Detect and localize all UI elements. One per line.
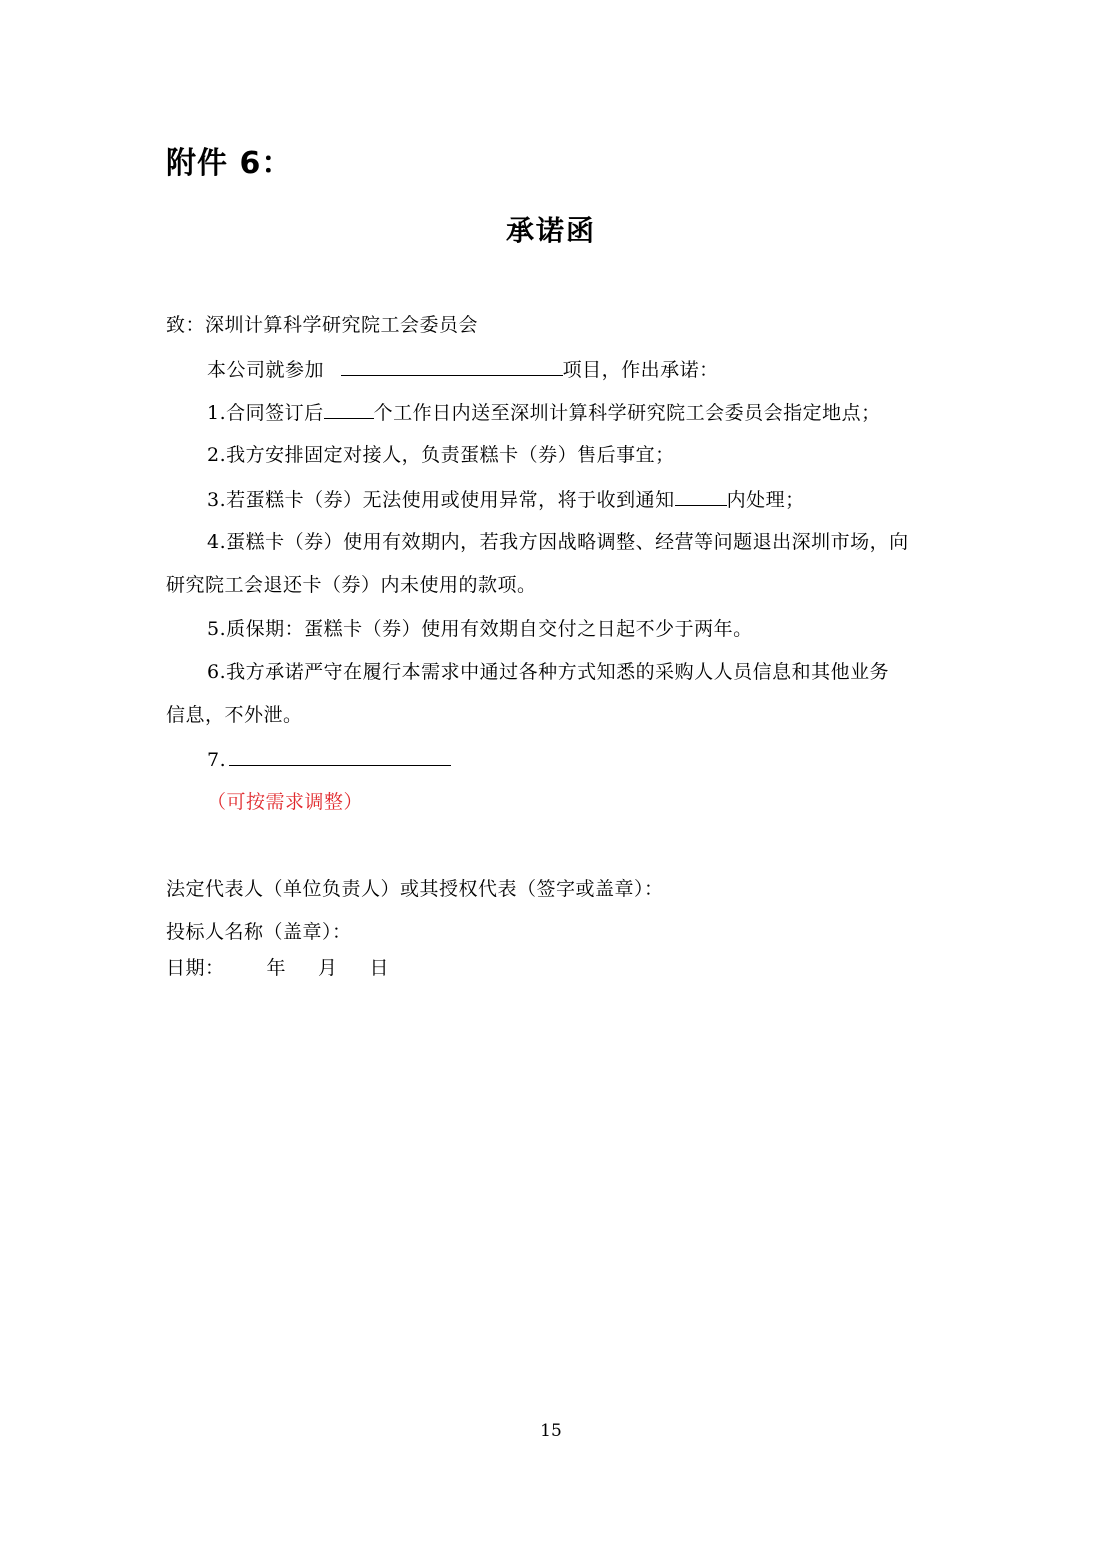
item-7-blank[interactable] [229, 747, 451, 766]
representative-signature-line: 法定代表人（单位负责人）或其授权代表（签字或盖章）： [166, 878, 664, 900]
item-6-line-2: 信息，不外泄。 [166, 704, 303, 726]
date-day: 日 [369, 957, 390, 979]
date-label: 日期： [166, 957, 225, 979]
intro-prefix: 本公司就参加 [207, 359, 325, 381]
item-7 [207, 747, 451, 772]
project-name-blank[interactable] [341, 357, 563, 376]
attachment-label: 附件 6： [166, 146, 293, 181]
intro-line [207, 357, 719, 382]
item-1-prefix: 1.合同签订后 [207, 402, 324, 424]
item-2: 2.我方安排固定对接人，负责蛋糕卡（券）售后事宜； [207, 444, 675, 466]
date-line [166, 956, 389, 980]
item-3-suffix: 内处理； [726, 489, 805, 511]
intro-suffix: 项目，作出承诺： [562, 359, 719, 381]
document-title: 承诺函 [505, 214, 596, 247]
recipient-line: 致：深圳计算科学研究院工会委员会 [166, 314, 479, 336]
item-3-prefix: 3.若蛋糕卡（券）无法使用或使用异常，将于收到通知 [207, 489, 675, 511]
page-number: 15 [540, 1421, 562, 1441]
item-7-prefix: 7. [207, 749, 227, 771]
item-1 [207, 400, 881, 425]
bidder-name-line: 投标人名称（盖章）： [166, 921, 352, 943]
adjustment-note: （可按需求调整） [207, 791, 364, 813]
item-6-line-1: 6.我方承诺严守在履行本需求中通过各种方式知悉的采购人人员信息和其他业务 [207, 661, 890, 683]
item-4-line-2: 研究院工会退还卡（券）内未使用的款项。 [166, 574, 537, 596]
date-month: 月 [318, 957, 338, 979]
item-3 [207, 487, 805, 512]
date-year: 年 [266, 957, 287, 979]
item-4-line-1: 4.蛋糕卡（券）使用有效期内，若我方因战略调整、经营等问题退出深圳市场，向 [207, 531, 909, 553]
handling-time-blank[interactable] [675, 487, 727, 506]
workdays-blank[interactable] [324, 400, 374, 419]
item-1-suffix: 个工作日内送至深圳计算科学研究院工会委员会指定地点； [373, 402, 881, 424]
item-5: 5.质保期：蛋糕卡（券）使用有效期自交付之日起不少于两年。 [207, 618, 753, 640]
